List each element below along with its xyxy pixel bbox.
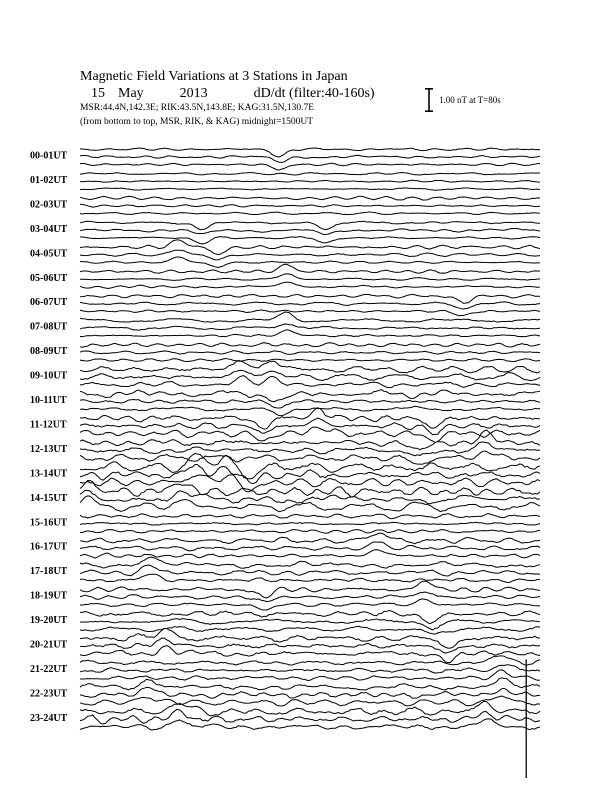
trace-rik xyxy=(80,370,540,380)
trace-rik xyxy=(80,204,540,207)
hour-label: 06-07UT xyxy=(30,297,68,309)
trace-kag xyxy=(80,240,540,255)
trace-rik xyxy=(80,665,540,673)
trace-rik xyxy=(80,250,540,260)
trace-kag xyxy=(80,480,540,496)
trace-msr xyxy=(80,212,540,215)
trace-rik xyxy=(80,542,540,551)
hour-label: 10-11UT xyxy=(30,395,67,406)
scale-label: 1.00 nT at T=80s xyxy=(439,95,501,105)
trace-kag xyxy=(80,360,540,373)
trace-msr xyxy=(80,188,540,190)
hour-label: 09-10UT xyxy=(30,370,68,382)
trace-msr xyxy=(80,310,540,316)
trace-msr xyxy=(80,257,540,268)
trace-rik xyxy=(80,592,540,602)
date-year: 2013 xyxy=(179,86,208,101)
trace-msr xyxy=(80,574,540,582)
trace-msr xyxy=(80,376,540,388)
trace-msr xyxy=(80,282,540,288)
trace-rik xyxy=(80,351,540,355)
trace-rik xyxy=(80,324,540,330)
trace-kag xyxy=(80,430,540,450)
trace-kag xyxy=(80,196,540,200)
trace-kag xyxy=(80,533,540,544)
trace-rik xyxy=(80,302,540,309)
trace-msr xyxy=(80,530,540,534)
hour-label: 08-09UT xyxy=(30,346,68,358)
hour-label: 15-16UT xyxy=(30,517,68,529)
hour-label: 02-03UT xyxy=(30,199,68,211)
hour-label: 07-08UT xyxy=(30,321,68,333)
trace-msr xyxy=(80,330,540,337)
trace-kag xyxy=(80,453,540,478)
trace-kag xyxy=(80,264,540,273)
trace-kag xyxy=(80,343,540,347)
station-order-note: (from bottom to top, MSR, RIK, & KAG) midnight=1500UT xyxy=(80,117,314,127)
trace-kag xyxy=(80,581,540,598)
trace-kag xyxy=(80,221,540,229)
trace-rik xyxy=(80,229,540,235)
date-day: 15 xyxy=(91,86,105,101)
filter-description: dD/dt (filter:40-160s) xyxy=(253,86,375,101)
hour-label: 19-20UT xyxy=(30,615,68,627)
trace-kag xyxy=(80,557,540,568)
trace-rik xyxy=(80,522,540,525)
trace-rik xyxy=(80,180,540,182)
chart-title: Magnetic Field Variations at 3 Stations in Japan xyxy=(80,69,348,84)
trace-kag xyxy=(80,148,540,157)
hour-label: 16-17UT xyxy=(30,541,68,553)
trace-msr xyxy=(80,163,540,170)
trace-msr xyxy=(80,626,540,634)
trace-rik xyxy=(80,687,540,698)
hour-label: 05-06UT xyxy=(30,272,68,284)
hour-label: 23-24UT xyxy=(30,712,68,724)
trace-kag xyxy=(80,172,540,175)
trace-kag xyxy=(80,656,540,665)
trace-msr xyxy=(80,599,540,610)
trace-msr xyxy=(80,237,540,244)
hour-label: 14-15UT xyxy=(30,492,68,504)
trace-rik xyxy=(80,490,540,503)
hour-label: 12-13UT xyxy=(30,443,68,455)
trace-rik xyxy=(80,155,540,162)
date-month: May xyxy=(118,86,144,101)
trace-msr xyxy=(80,550,540,559)
hour-label: 13-14UT xyxy=(30,468,68,480)
hour-label: 01-02UT xyxy=(30,174,68,186)
trace-msr xyxy=(80,358,540,361)
hour-label: 18-19UT xyxy=(30,590,68,602)
trace-msr xyxy=(80,646,540,663)
trace-msr xyxy=(80,696,540,706)
trace-rik xyxy=(80,274,540,281)
hour-label: 20-21UT xyxy=(30,639,68,651)
trace-kag xyxy=(80,514,540,519)
hour-label: 00-01UT xyxy=(30,150,68,162)
trace-rik xyxy=(80,638,540,653)
hour-label: 11-12UT xyxy=(30,419,67,431)
hour-label: 17-18UT xyxy=(30,566,68,578)
hour-label: 22-23UT xyxy=(30,688,68,700)
station-coordinates: MSR:44.4N,142.3E; RIK:43.5N,143.8E; KAG:31.5N,130.7E xyxy=(80,103,315,113)
trace-rik xyxy=(80,400,540,408)
hour-label: 03-04UT xyxy=(30,223,68,235)
hour-label: 21-22UT xyxy=(30,663,68,675)
trace-kag xyxy=(80,678,540,690)
hour-label: 04-05UT xyxy=(30,248,68,260)
trace-kag xyxy=(80,294,540,303)
